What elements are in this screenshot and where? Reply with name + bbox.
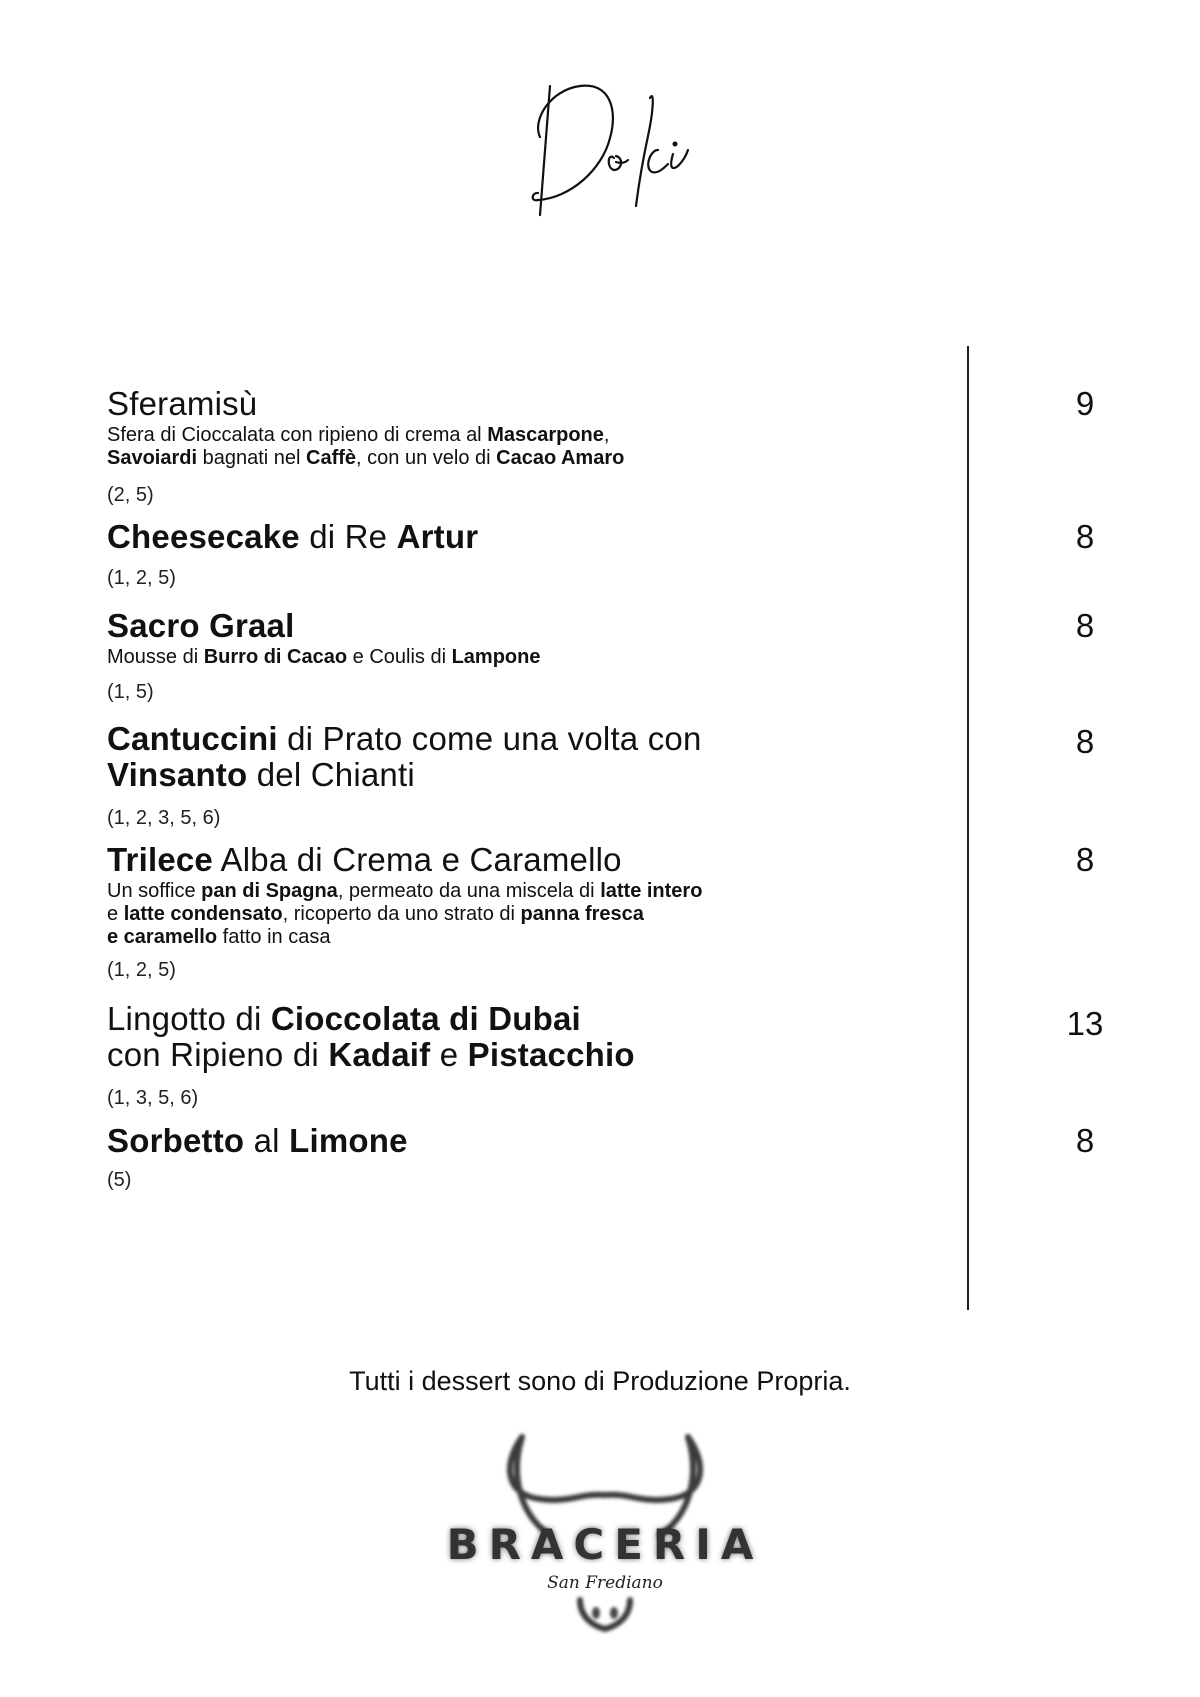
text-run: Cacao Amaro — [496, 447, 625, 469]
text-run: panna fresca — [520, 903, 644, 925]
text-run: Lampone — [451, 646, 541, 668]
item-price: 8 — [1075, 607, 1095, 644]
text-run: Vinsanto — [107, 756, 248, 793]
text-run: Pistacchio — [467, 1036, 635, 1073]
text-run: bagnati nel — [197, 447, 307, 469]
text-run: , con un velo di — [356, 447, 497, 469]
text-run: di Prato come una volta con — [277, 720, 702, 757]
text-run: , — [603, 424, 610, 446]
text-run: Limone — [289, 1122, 408, 1159]
item-allergens: (1, 2, 3, 5, 6) — [107, 807, 221, 829]
item-allergens: (2, 5) — [107, 484, 154, 506]
item-price: 8 — [1075, 723, 1095, 760]
text-run: Cioccolata di Dubai — [270, 1000, 581, 1037]
text-run: e — [430, 1036, 468, 1073]
text-run: Sfera di Cioccalata con ripieno di crema al — [107, 424, 488, 446]
text-run: e — [107, 903, 124, 925]
item-price: 8 — [1075, 841, 1095, 878]
item-name — [107, 386, 927, 422]
text-run: pan di Spagna — [201, 880, 338, 902]
text-run: Caffè — [306, 447, 357, 469]
text-run: Alba di Crema e Caramello — [212, 841, 622, 878]
item-name — [107, 1001, 927, 1073]
text-run: al — [244, 1122, 290, 1159]
restaurant-logo — [440, 1425, 770, 1635]
text-run: Un soffice — [107, 880, 202, 902]
menu-item — [107, 386, 927, 506]
item-name — [107, 842, 927, 878]
text-run: latte condensato — [123, 903, 283, 925]
menu-item — [107, 608, 927, 703]
item-name — [107, 1123, 927, 1159]
text-run: latte intero — [600, 880, 703, 902]
text-run: Kadaif — [328, 1036, 431, 1073]
item-price: 8 — [1075, 1122, 1095, 1159]
item-allergens: (5) — [107, 1169, 132, 1191]
menu-item — [107, 721, 927, 829]
menu-item — [107, 1001, 927, 1109]
text-run: , permeato da una miscela di — [337, 880, 601, 902]
menu-item — [107, 842, 927, 981]
item-price: 13 — [1066, 1005, 1104, 1042]
text-run: , ricoperto da uno strato di — [282, 903, 521, 925]
price-column-divider — [967, 346, 969, 1310]
text-run: Artur — [396, 518, 479, 555]
footer-note: Tutti i dessert sono di Produzione Propria. — [349, 1366, 851, 1396]
menu-item — [107, 519, 927, 589]
item-allergens: (1, 5) — [107, 681, 154, 703]
text-run: Trilece — [107, 841, 213, 878]
menu-item — [107, 1123, 927, 1191]
item-name — [107, 519, 927, 555]
text-run: fatto in casa — [217, 926, 331, 948]
text-run: e caramello — [107, 926, 218, 948]
item-description — [107, 880, 927, 949]
text-run: Cantuccini — [107, 720, 278, 757]
item-description — [107, 424, 927, 470]
item-price: 8 — [1075, 518, 1095, 555]
text-run: Mascarpone — [487, 424, 604, 446]
item-price: 9 — [1075, 385, 1095, 422]
text-run: Mousse di — [107, 646, 204, 668]
text-run: Cheesecake — [107, 518, 300, 555]
item-allergens: (1, 3, 5, 6) — [107, 1087, 199, 1109]
item-allergens: (1, 2, 5) — [107, 959, 176, 981]
item-name — [107, 608, 927, 644]
text-run: del Chianti — [247, 756, 415, 793]
text-run: Sferamisù — [107, 385, 258, 422]
logo-subtitle: San Frediano — [547, 1573, 663, 1593]
logo-wordmark: BRACERIA — [446, 1520, 764, 1569]
item-allergens: (1, 2, 5) — [107, 567, 176, 589]
page-title — [510, 80, 700, 230]
text-run: con Ripieno di — [107, 1036, 329, 1073]
text-run: di Re — [299, 518, 397, 555]
text-run: Sorbetto — [107, 1122, 245, 1159]
text-run: Lingotto di — [107, 1000, 271, 1037]
item-description — [107, 646, 927, 669]
text-run: Burro di Cacao — [203, 646, 348, 668]
text-run: e Coulis di — [347, 646, 452, 668]
text-run: Savoiardi — [107, 447, 198, 469]
text-run: Sacro Graal — [107, 607, 295, 644]
item-name — [107, 721, 927, 793]
